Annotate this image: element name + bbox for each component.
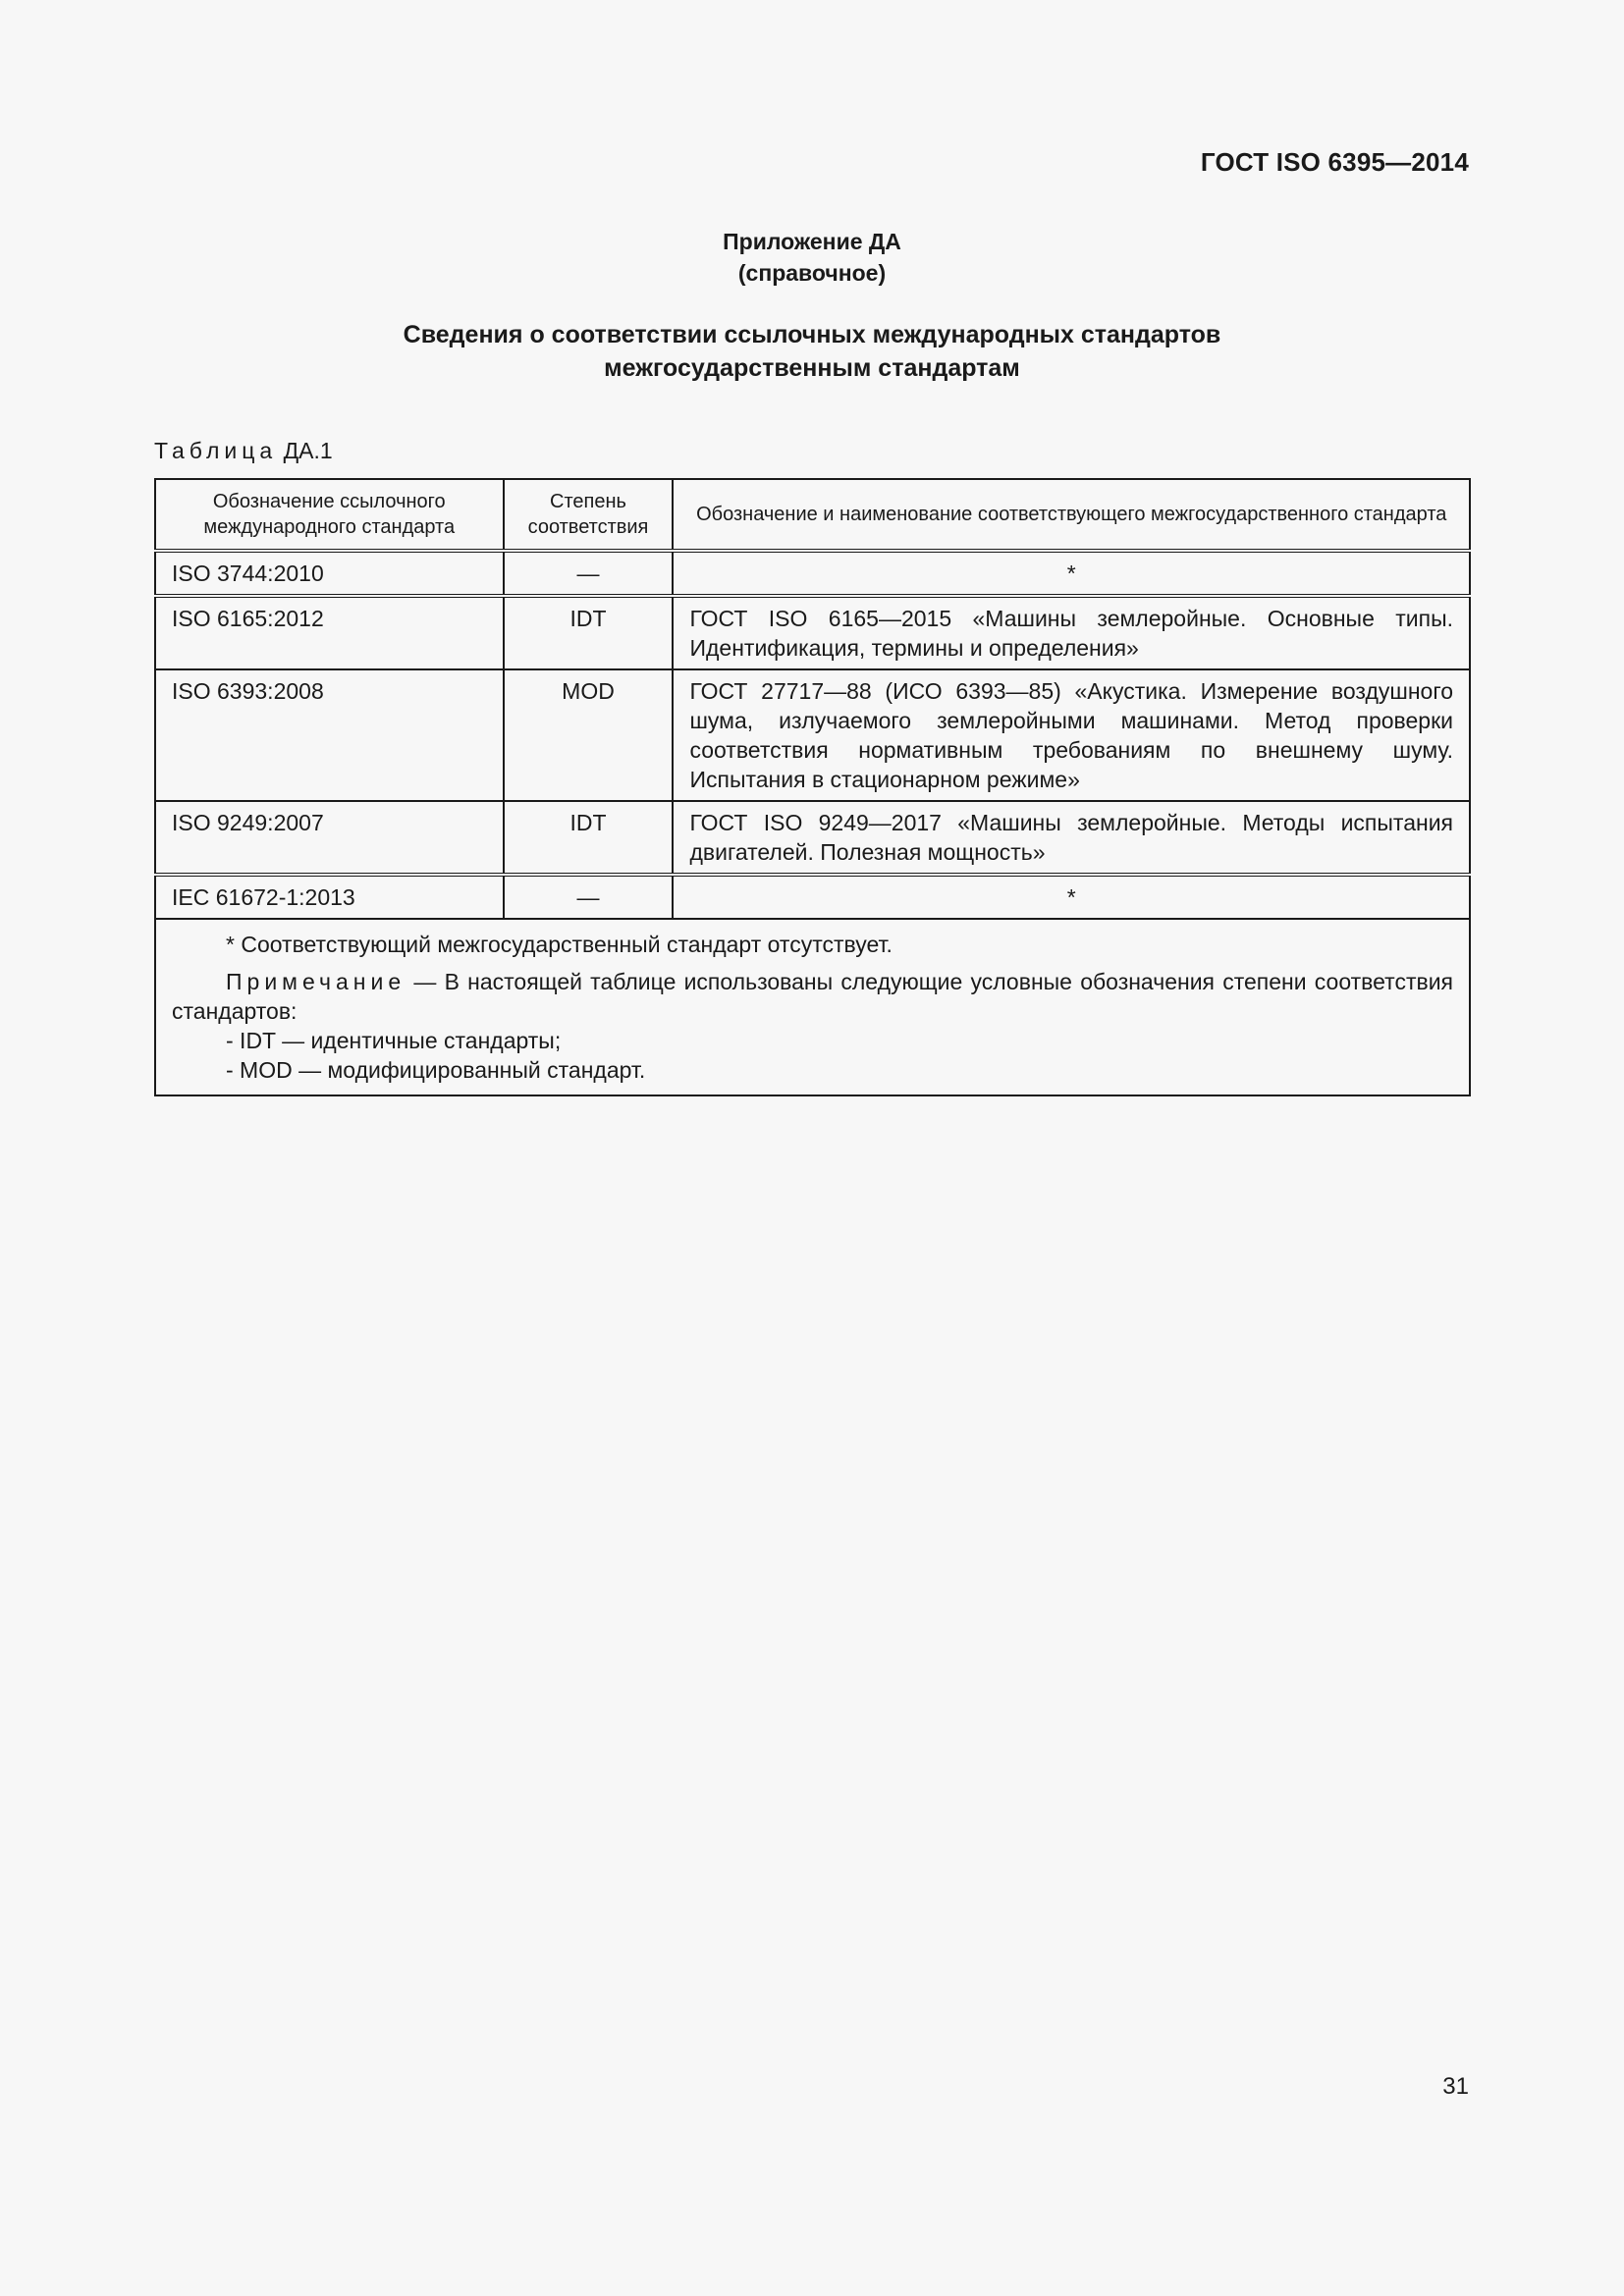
- cell-degree: IDT: [504, 801, 674, 875]
- table-header-row: [155, 479, 1470, 551]
- cell-national-standard: ГОСТ ISO 6165—2015 «Машины землеройные. Основные типы. Идентификация, термины и определения»: [673, 596, 1470, 669]
- cell-degree: MOD: [504, 669, 674, 801]
- list-item: - MOD — модифицированный стандарт.: [226, 1057, 646, 1083]
- header-degree: Степень соответствия: [504, 479, 674, 551]
- note-text: — В настоящей таблице использованы следующие условные обозначения степени соответствия стандартов:: [172, 969, 1453, 1024]
- cell-national-standard: *: [673, 551, 1470, 596]
- note-paragraph: [172, 967, 1453, 1026]
- cell-national-standard: *: [673, 875, 1470, 919]
- cell-degree: IDT: [504, 596, 674, 669]
- header-intl-standard: Обозначение ссылочного международного стандарта: [155, 479, 504, 551]
- page-number: 31: [1442, 2073, 1469, 2100]
- cell-national-standard: ГОСТ ISO 9249—2017 «Машины землеройные. Методы испытания двигателей. Полезная мощность»: [673, 801, 1470, 875]
- footnote: * Соответствующий межгосударственный стандарт отсутствует.: [226, 932, 893, 957]
- section-title-line1: Сведения о соответствии ссылочных международных стандартов: [403, 321, 1221, 348]
- header-national-standard: Обозначение и наименование соответствующего межгосударственного стандарта: [673, 479, 1470, 551]
- cell-intl-standard: ISO 3744:2010: [155, 551, 504, 596]
- cell-degree: —: [504, 875, 674, 919]
- cell-national-standard: ГОСТ 27717—88 (ИСО 6393—85) «Акустика. Измерение воздушного шума, излучаемого землеройными машинами. Метод проверки соответствия нормативным требованиям по внешнему шуму. Испытания в стационарном режиме»: [673, 669, 1470, 801]
- cell-intl-standard: ISO 6165:2012: [155, 596, 504, 669]
- cell-intl-standard: ISO 9249:2007: [155, 801, 504, 875]
- appendix-subtitle: (справочное): [737, 260, 887, 286]
- document-code: ГОСТ ISO 6395—2014: [1200, 147, 1469, 177]
- table-row: [155, 669, 1470, 801]
- note-label: Примечание: [226, 969, 406, 994]
- cell-intl-standard: IEC 61672-1:2013: [155, 875, 504, 919]
- table-caption: [154, 438, 333, 464]
- table-row: [155, 801, 1470, 875]
- cell-intl-standard: ISO 6393:2008: [155, 669, 504, 801]
- table-caption-number: ДА.1: [283, 438, 333, 463]
- table-notes: [155, 919, 1470, 1095]
- table-row: [155, 596, 1470, 669]
- section-title-line2: межгосударственным стандартам: [604, 354, 1020, 382]
- list-item: - IDT — идентичные стандарты;: [226, 1028, 562, 1053]
- table-caption-word: Таблица: [154, 438, 278, 463]
- section-title: [0, 318, 1624, 385]
- table-notes-row: [155, 919, 1470, 1095]
- appendix-heading: [0, 226, 1624, 289]
- cell-degree: —: [504, 551, 674, 596]
- standards-table: [154, 478, 1471, 1096]
- table-row: [155, 551, 1470, 596]
- table-row: [155, 875, 1470, 919]
- appendix-title: Приложение ДА: [723, 229, 901, 254]
